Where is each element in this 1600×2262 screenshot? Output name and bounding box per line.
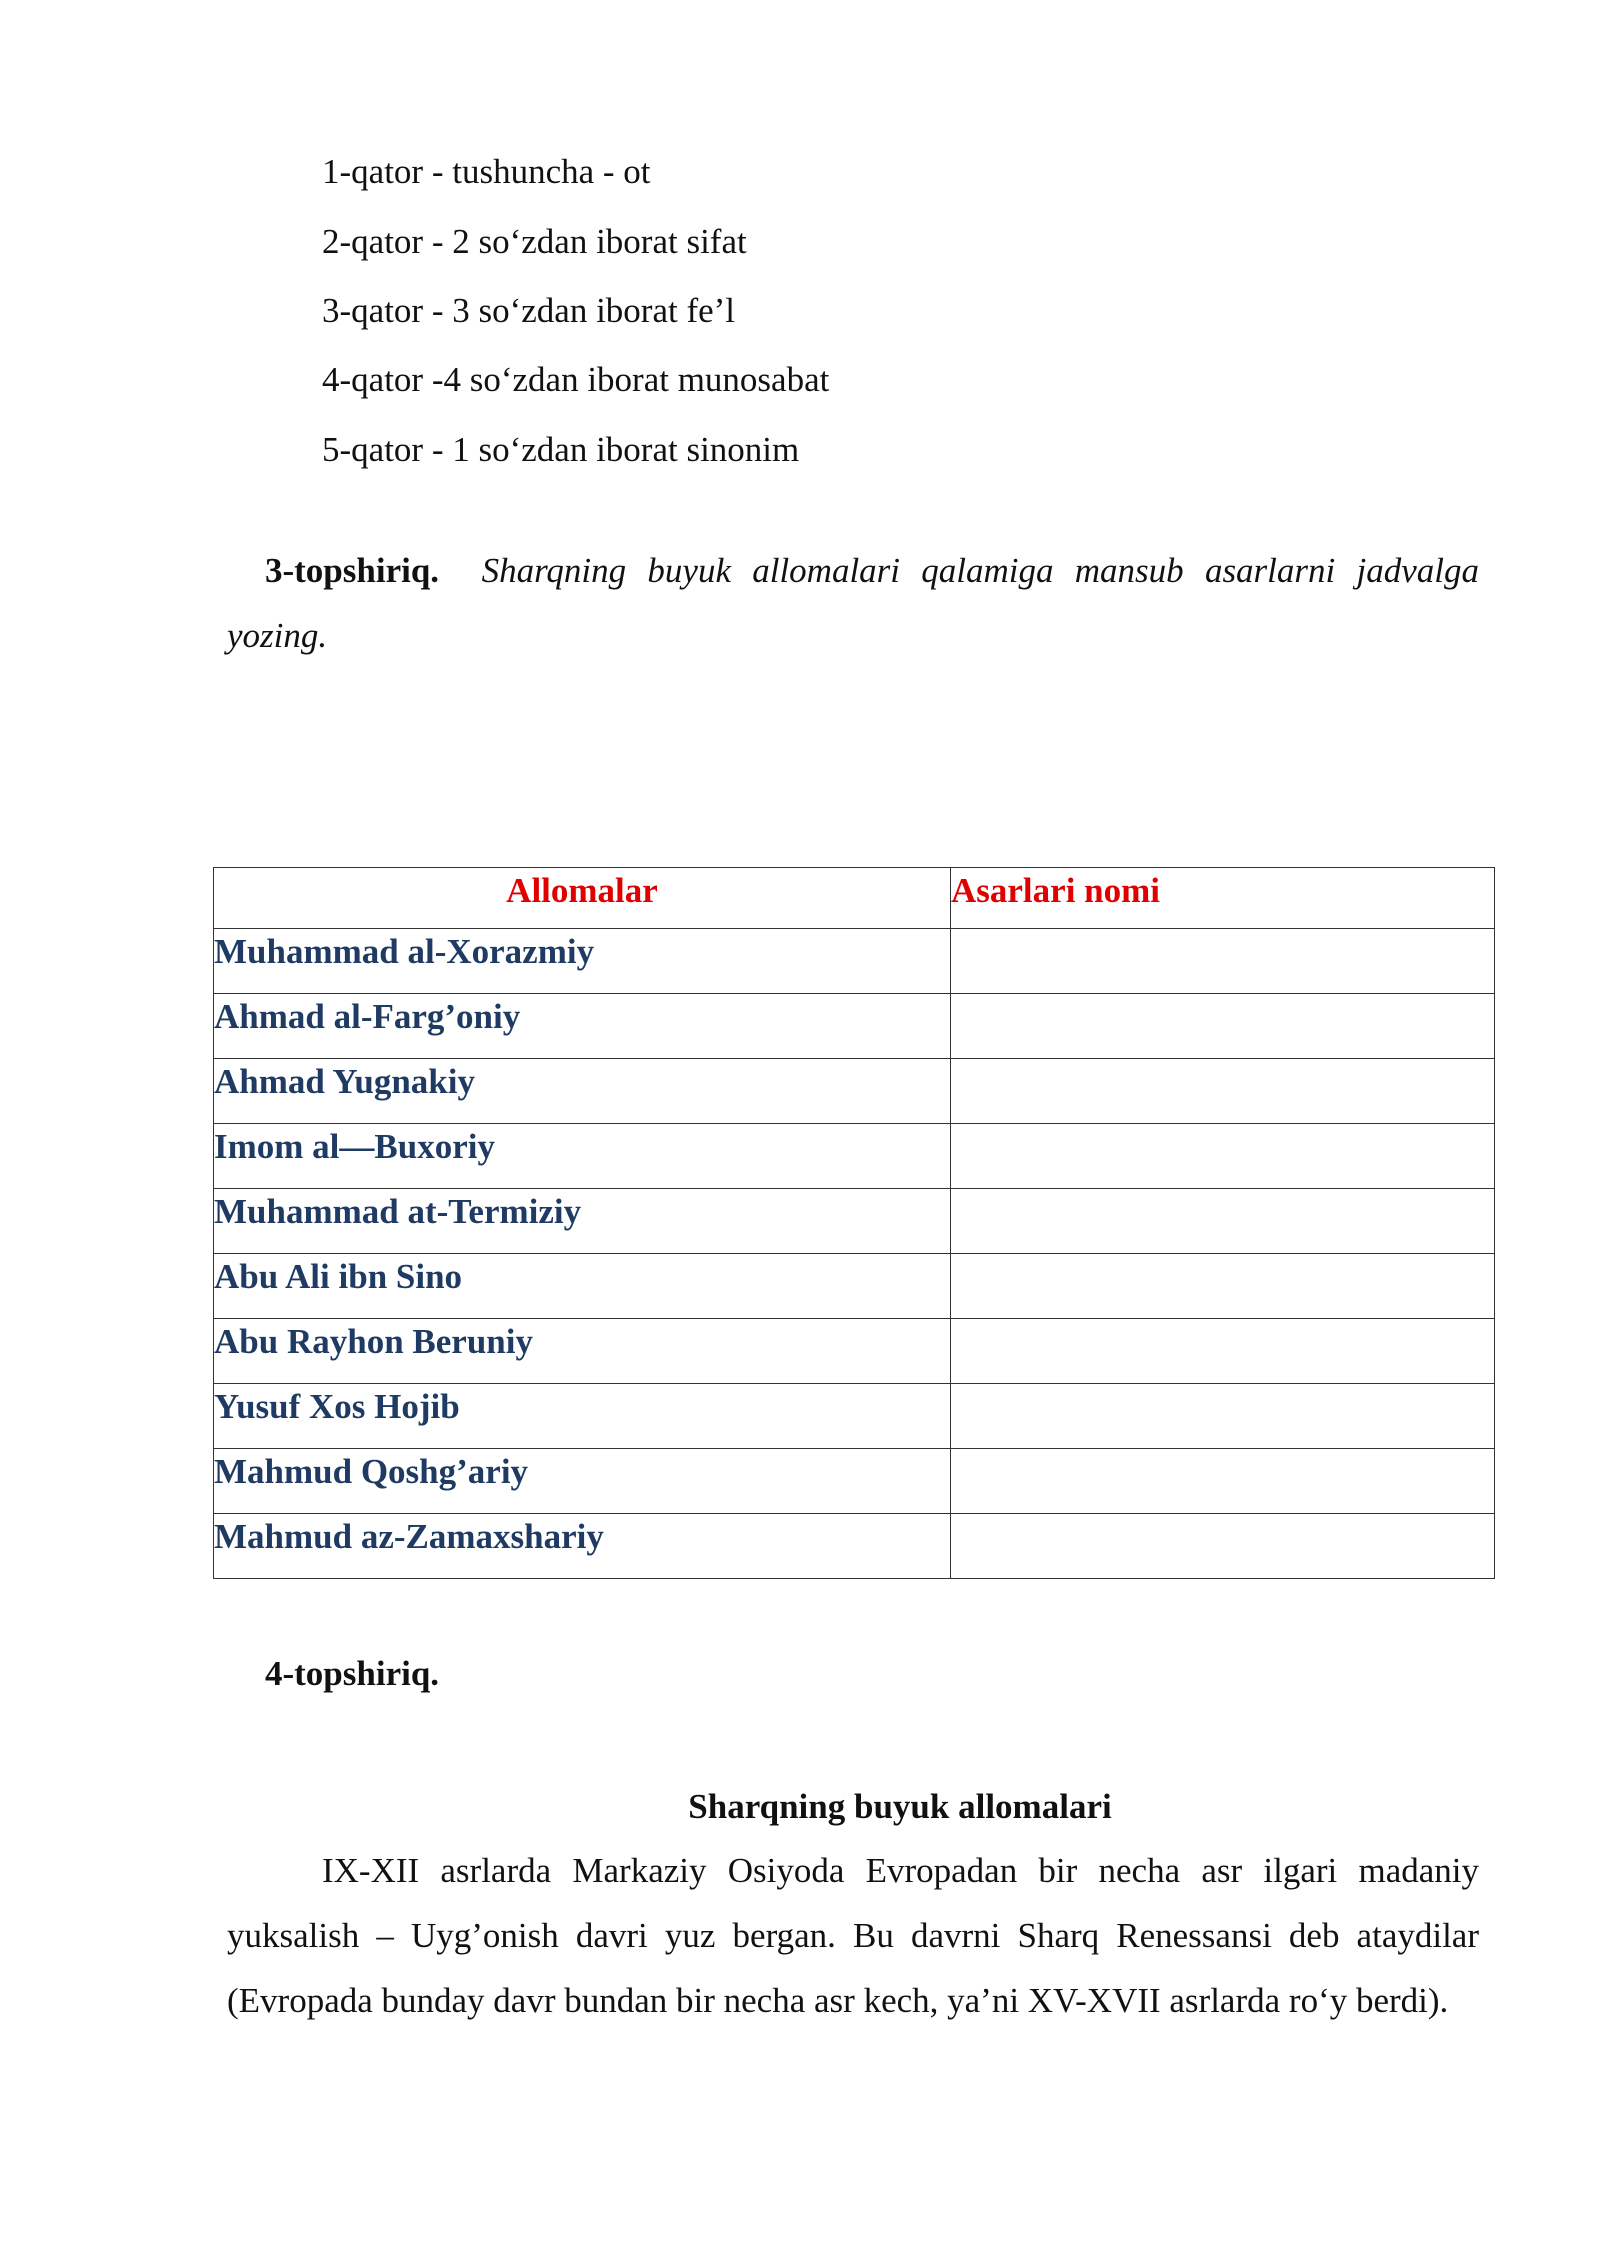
works-cell[interactable] [951,1254,1495,1319]
qator-1-line: 1-qator - tushuncha - ot [322,152,651,191]
scholar-name-cell: Abu Ali ibn Sino [214,1254,951,1319]
qator-3-line: 3-qator - 3 so‘zdan iborat fe’l [322,291,736,330]
task-3-label: 3-topshiriq. [265,551,440,590]
table-row [214,1384,1495,1449]
works-cell[interactable] [951,1189,1495,1254]
qator-4-line: 4-qator -4 so‘zdan iborat munosabat [322,360,830,399]
qator-2-line: 2-qator - 2 so‘zdan iborat sifat [322,222,747,261]
works-cell[interactable] [951,1514,1495,1579]
table-row [214,1449,1495,1514]
header-allomalar: Allomalar [214,868,951,929]
task-4-label: 4-topshiriq. [265,1654,440,1693]
section-heading: Sharqning buyuk allomalari [688,1787,1112,1826]
scholar-name-cell: Abu Rayhon Beruniy [214,1319,951,1384]
header-asarlari-nomi: Asarlari nomi [951,868,1495,929]
table-row [214,1514,1495,1579]
works-cell[interactable] [951,1449,1495,1514]
scholar-name-cell: Yusuf Xos Hojib [214,1384,951,1449]
scholar-name-cell: Muhammad at-Termiziy [214,1189,951,1254]
allomalar-table [213,867,1495,1579]
scholar-name-cell: Muhammad al-Xorazmiy [214,929,951,994]
scholar-name-cell: Ahmad Yugnakiy [214,1059,951,1124]
task-3-paragraph [227,538,1479,668]
works-cell[interactable] [951,1384,1495,1449]
table-header-row [214,868,1495,929]
table-row [214,1189,1495,1254]
scholar-name-cell: Mahmud Qoshg’ariy [214,1449,951,1514]
qator-5-line: 5-qator - 1 so‘zdan iborat sinonim [322,430,800,469]
table-row [214,1254,1495,1319]
task-3-text: Sharqning buyuk allomalari qalamiga mansub asarlarni jadvalga yozing. [227,551,1479,655]
scholar-name-cell: Imom al—Buxoriy [214,1124,951,1189]
works-cell[interactable] [951,994,1495,1059]
table-row [214,1059,1495,1124]
works-cell[interactable] [951,929,1495,994]
scholar-name-cell: Mahmud az-Zamaxshariy [214,1514,951,1579]
table-row [214,1124,1495,1189]
works-cell[interactable] [951,1059,1495,1124]
works-cell[interactable] [951,1319,1495,1384]
table-row [214,1319,1495,1384]
scholar-name-cell: Ahmad al-Farg’oniy [214,994,951,1059]
table-row [214,929,1495,994]
body-paragraph: IX-XII asrlarda Markaziy Osiyoda Evropadan bir necha asr ilgari madaniy yuksalish – Uyg’onish davri yuz bergan. Bu davrni Sharq Renessansi deb ataydilar (Evropada bunday davr bundan bir necha asr kech, ya’ni XV-XVII asrlarda ro‘y berdi). [227,1851,1479,2020]
table-row [214,994,1495,1059]
works-cell[interactable] [951,1124,1495,1189]
